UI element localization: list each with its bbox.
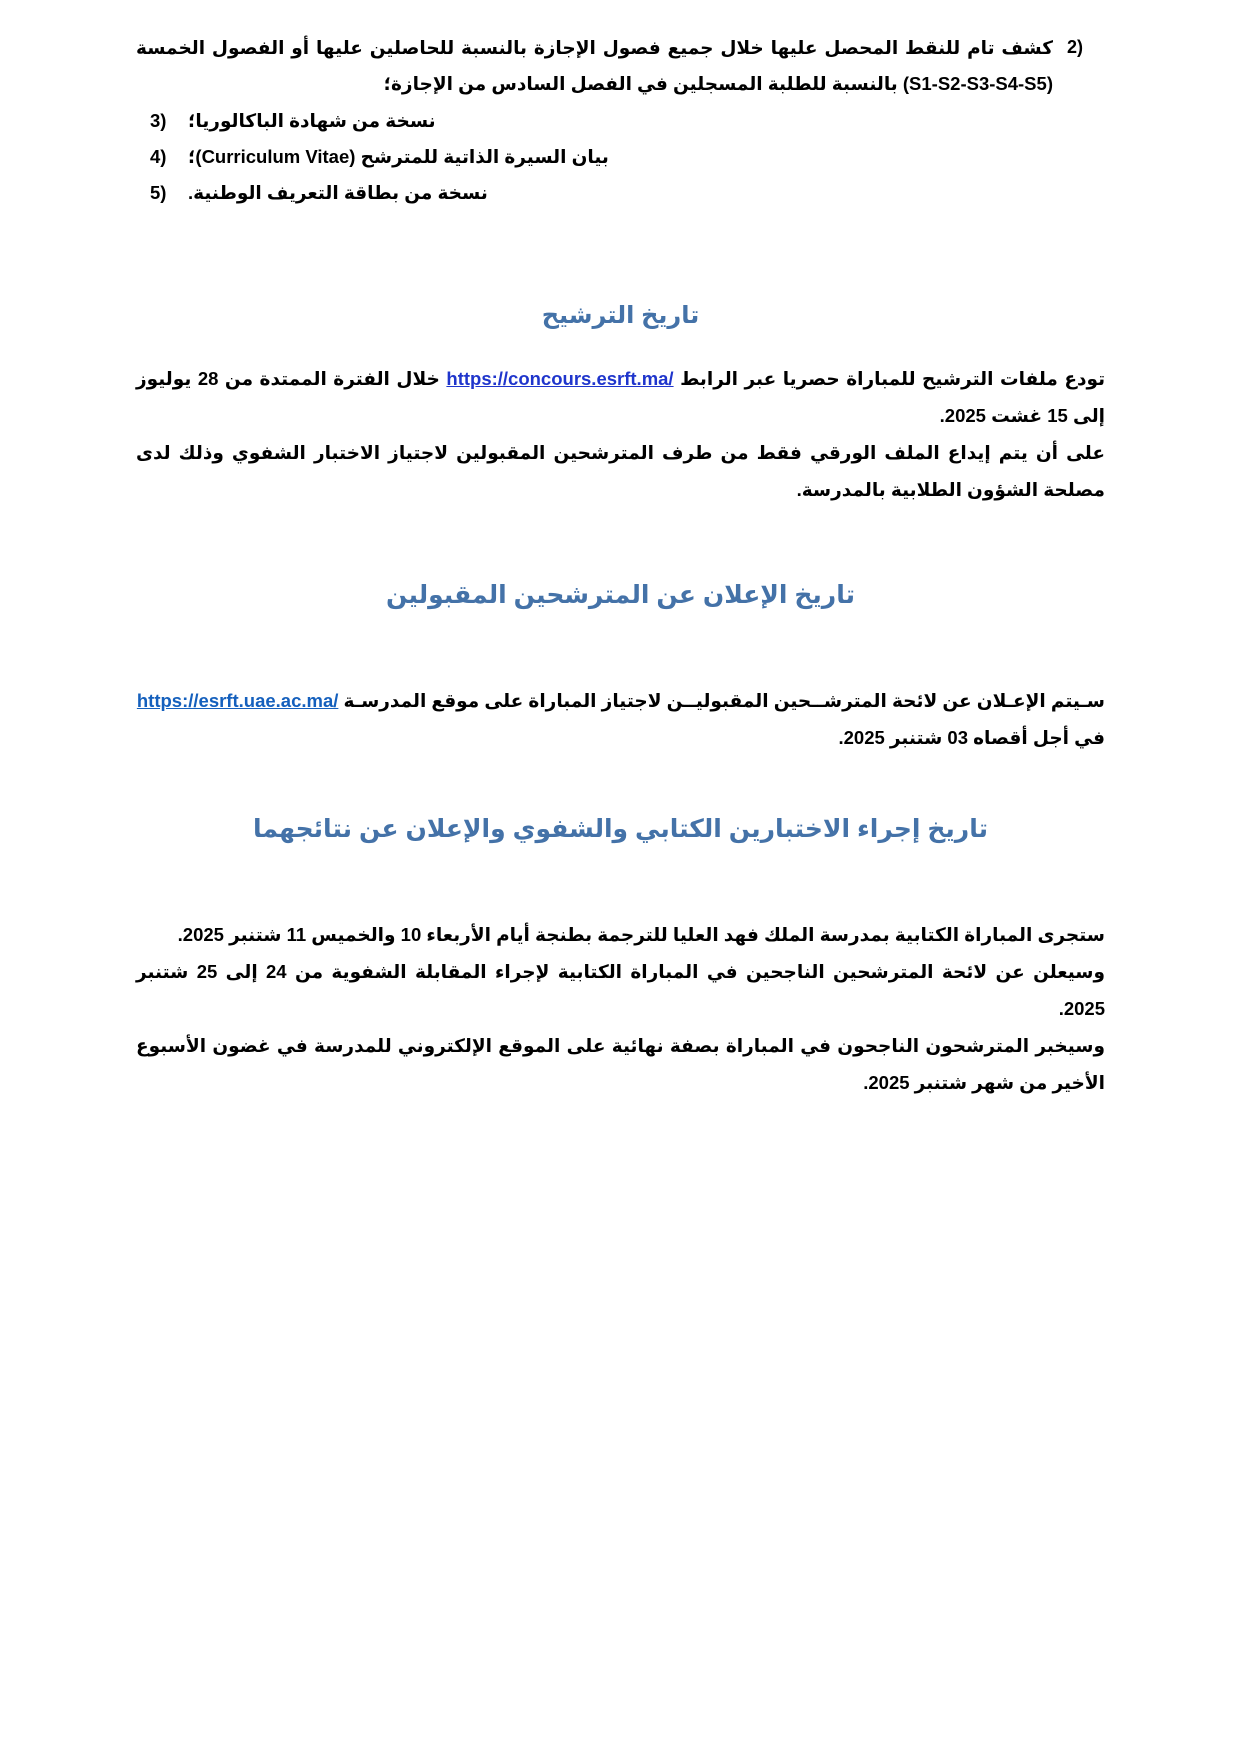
list-item-number: 2)	[1067, 37, 1084, 57]
list-item-number: 4)	[150, 146, 167, 168]
paragraph-written-exam-dates: ستجرى المباراة الكتابية بمدرسة الملك فهد العليا للترجمة بطنجة أيام الأربعاء 10 والخميس 11 شتنبر 2025.	[177, 924, 1105, 946]
application-period-dates: 28 يوليوز إلى 15 غشت 2025.	[136, 368, 1105, 427]
paragraph-accepted-announcement	[136, 682, 1105, 756]
paragraph-final-results-notice: وسيخبر المترشحون الناجحون في المباراة بصفة نهائية على الموقع الإلكتروني للمدرسة في غضون الأسبوع الأخير من شهر شتنبر 2025.	[136, 1035, 1105, 1094]
spacer	[136, 211, 1105, 255]
paragraph-oral-interview-dates: وسيعلن عن لائحة المترشحين الناجحين في المباراة الكتابية لإجراء المقابلة الشفوية من 24 إلى 25 شتنبر 2025.	[136, 961, 1105, 1020]
list-item	[136, 30, 1105, 102]
spacer	[136, 844, 1105, 916]
list-item-text: نسخة من شهادة الباكالوريا؛	[188, 110, 436, 132]
paragraph-application-submission	[136, 360, 1105, 434]
spacer	[136, 508, 1105, 580]
spacer	[136, 330, 1105, 360]
paragraph-text-after-link: خلال الفترة الممتدة من	[224, 368, 440, 390]
list-item	[136, 175, 1105, 211]
heading-exams-dates: تاريخ إجراء الاختبارين الكتابي والشفوي والإعلان عن نتائجهما	[253, 815, 988, 844]
paragraph-paper-file-note: على أن يتم إيداع الملف الورقي فقط من طرف المترشحين المقبولين لاجتياز الاختبار الشفوي وذلك لدى مصلحة الشؤون الطلابية بالمدرسة.	[136, 442, 1105, 501]
heading-application-date: تاريخ الترشيح	[541, 302, 700, 330]
heading-accepted-announcement: تاريخ الإعلان عن المترشحين المقبولين	[386, 581, 855, 610]
school-website-link[interactable]: https://esrft.uae.ac.ma/	[136, 690, 339, 712]
list-item-number: 5)	[150, 182, 167, 204]
spacer	[136, 610, 1105, 682]
concours-portal-link[interactable]: https://concours.esrft.ma/	[446, 368, 674, 390]
list-item-number: 3)	[150, 110, 167, 132]
requirements-list	[136, 30, 1105, 211]
announcement-deadline: في أجل أقصاه 03 شتنبر 2025.	[838, 727, 1105, 749]
announcement-line-1: سـيتم الإعـلان عن لائحة المترشــحين المقبوليــن لاجتياز المباراة على موقع المدرسـة	[343, 690, 1105, 712]
spacer	[136, 756, 1105, 814]
list-item	[136, 139, 1105, 175]
list-item	[136, 103, 1105, 139]
paragraph-text-before-link: تودع ملفات الترشيح للمباراة حصريا عبر الرابط	[680, 368, 1106, 390]
list-item-text: كشف تام للنقط المحصل عليها خلال جميع فصول الإجازة بالنسبة للحاصلين عليها أو الفصول الخمسة (S1-S2-S3-S4-S5) بالنسبة للطلبة المسجلين في الفصل السادس من الإجازة؛	[136, 37, 1053, 95]
list-item-text: بيان السيرة الذاتية للمترشح (Curriculum Vitae)؛	[188, 146, 609, 168]
list-item-text: نسخة من بطاقة التعريف الوطنية.	[188, 182, 488, 204]
